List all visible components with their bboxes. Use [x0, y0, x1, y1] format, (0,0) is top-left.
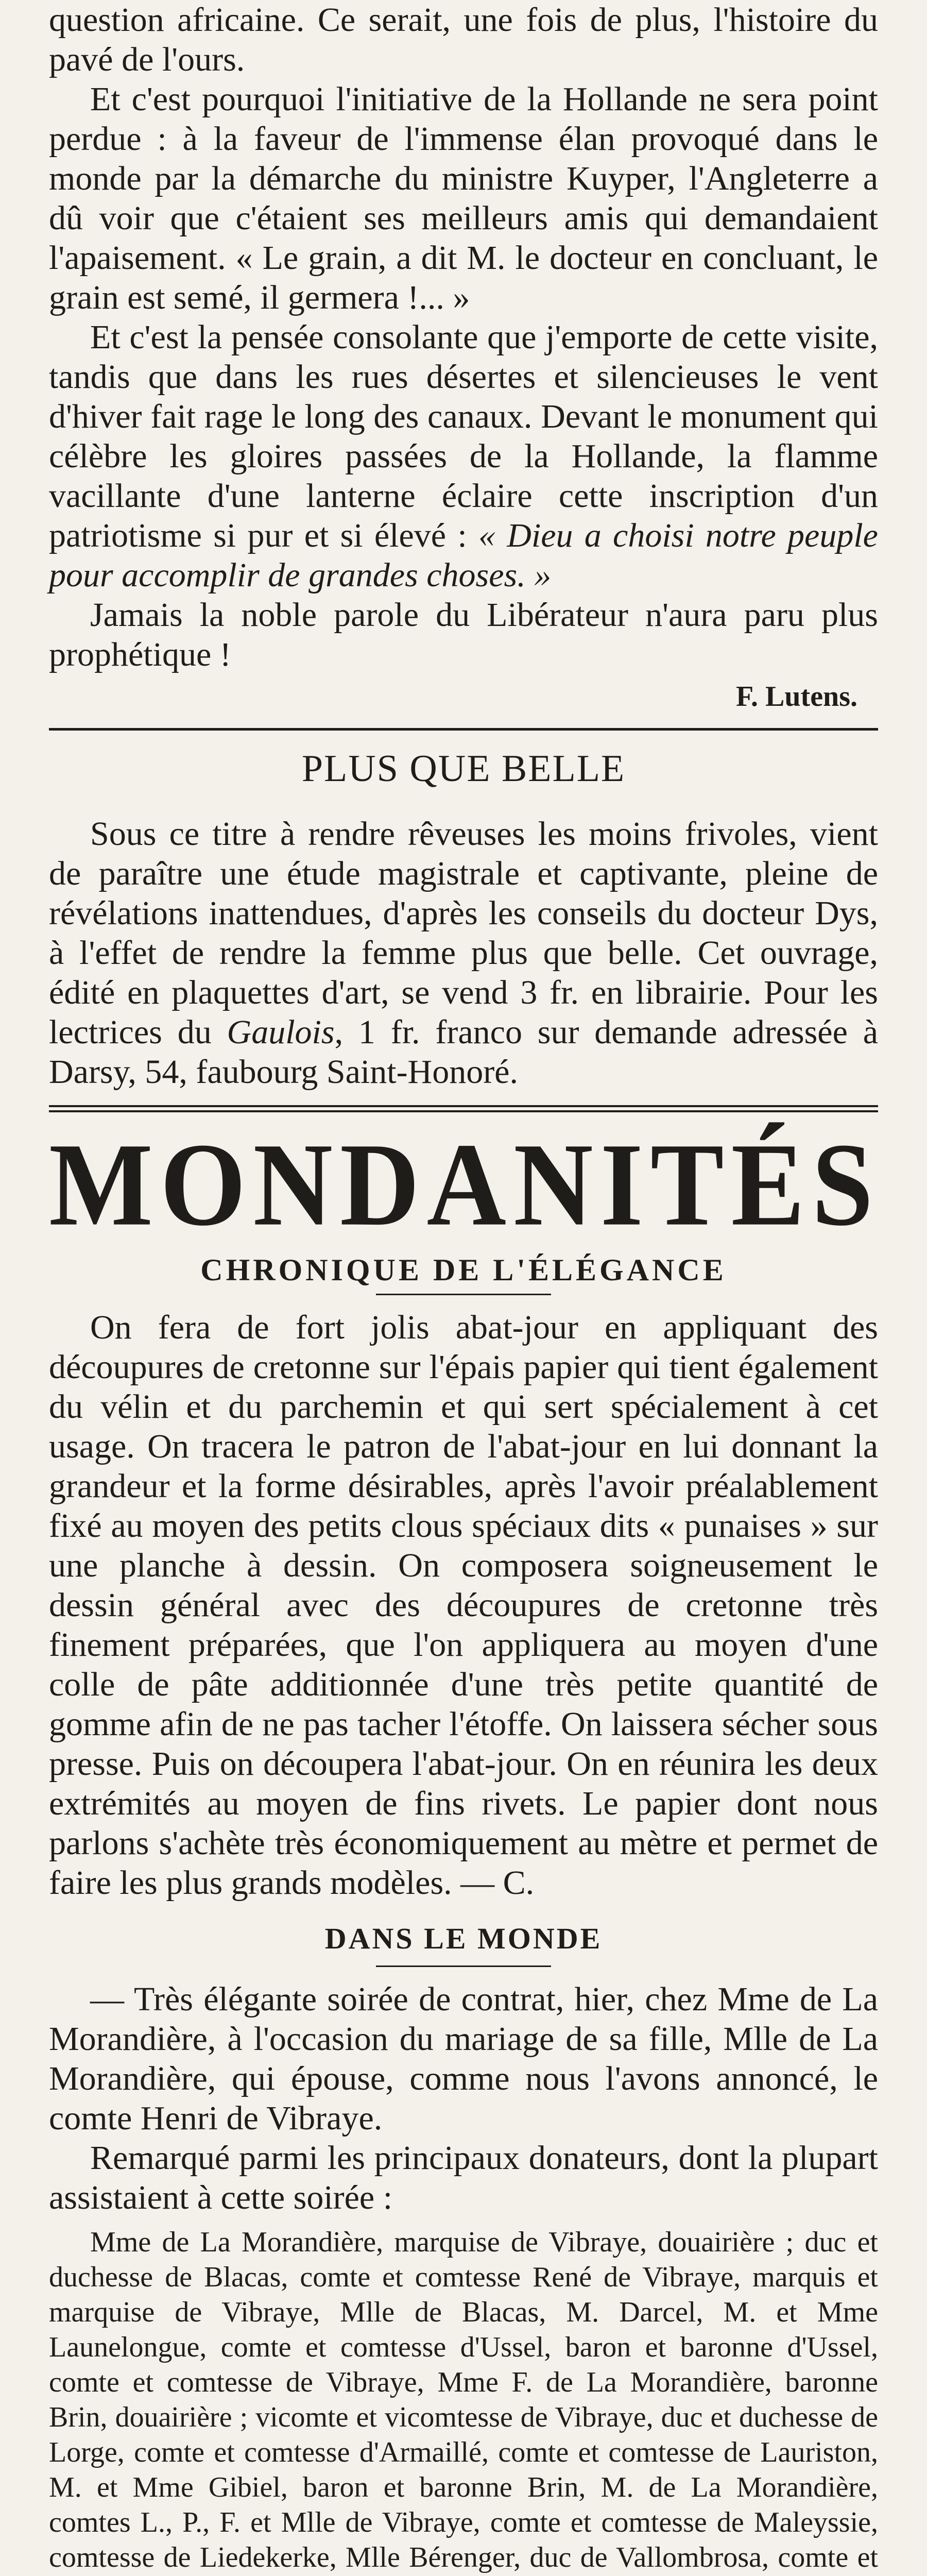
- title-underline: [376, 1965, 551, 1967]
- chronique-title: CHRONIQUE DE L'ÉLÉGANCE: [200, 1253, 727, 1287]
- donor-list: Mme de La Morandière, marquise de Vibraye, douairière ; duc et duchesse de Blacas, comte et comtesse René de Vibraye, marquis et marquise de Vibraye, Mlle de Blacas, M. Darcel, M. et Mme Launelongue, comte et comtesse d'Ussel, baron et baronne d'Ussel, comte et comtesse de Vibraye, Mme F. de La Morandière, baronne Brin, douairière ; vicomte et vicomtesse de Vibraye, duc et duchesse de Lorge, comte et comtesse d'Armaillé, comte et comtesse de Lauriston, M. et Mme Gibiel, baron et baronne Brin, M. de La Morandière, comtes L., P., F. et Mlle de Vibraye, comte et comtesse de Maleyssie, comtesse de Liedekerke, Mlle Bérenger, duc de Vallombrosa, comte et: [49, 2226, 878, 2573]
- section-title: PLUS QUE BELLE: [301, 748, 626, 790]
- article-paragraph: Jamais la noble parole du Libérateur n'aura paru plus prophétique !: [49, 596, 878, 673]
- article-paragraph: [49, 317, 878, 595]
- mondanites-section: [49, 1118, 881, 2576]
- signature: F. Lutens.: [735, 681, 857, 713]
- article-text: Et c'est la pensée consolante que j'emporte de cette visite, tandis que dans les rues désertes et silencieuses le vent d'hiver fait rage le long des canaux. Devant le monument qui célèbre les gloires passées de la Hollande, la flamme vacillante d'une lanterne éclaire cette inscription d'un patriotisme si pur et si élevé :: [49, 318, 878, 554]
- society-paragraph: — Très élégante soirée de contrat, hier, chez Mme de La Morandière, à l'occasion du mariage de sa fille, Mlle de La Morandière, qui épouse, comme nous l'avons annoncé, le comte Henri de Vibraye.: [49, 1980, 878, 2137]
- article-paragraph: question africaine. Ce serait, une fois de plus, l'histoire du pavé de l'ours.: [49, 1, 878, 78]
- title-underline: [376, 1294, 551, 1295]
- divider: [49, 728, 878, 731]
- notice-paragraph: [49, 814, 878, 1092]
- article-paragraph: Et c'est pourquoi l'initiative de la Hollande ne sera point perdue : à la faveur de l'immense élan provoqué dans le monde par la démarche du ministre Kuyper, l'Angleterre a dû voir que c'étaient ses meilleurs amis qui demandaient l'apaisement. « Le grain, a dit M. le docteur en concluant, le grain est semé, il germera !... »: [49, 80, 878, 316]
- notice-text: Sous ce titre à rendre rêveuses les moins frivoles, vient de paraître une étude magistrale et captivante, pleine de révélations inattendues, d'après les conseils du docteur Dys, à l'effet de rendre la femme plus que belle. Cet ouvrage, édité en plaquettes d'art, se vend 3 fr. en librairie. Pour les lectrices du: [49, 815, 878, 1051]
- dans-le-monde-title: DANS LE MONDE: [324, 1922, 603, 1955]
- article-top: [49, 0, 878, 715]
- double-divider: [49, 1105, 878, 1112]
- section-masthead: MONDANITÉS: [49, 1118, 881, 1251]
- newspaper-name: Gaulois: [227, 1013, 335, 1051]
- chronique-paragraph: On fera de fort jolis abat-jour en appliquant des découpures de cretonne sur l'épais papier qui tient également du vélin et du parchemin et qui sert spécialement à cet usage. On tracera le patron de l'abat-jour en lui donnant la grandeur et la forme désirables, après l'avoir préalablement fixé au moyen des petits clous spéciaux dits « punaises » sur une planche à dessin. On composera soigneusement le dessin général avec des découpures de cretonne très finement préparées, que l'on appliquera au moyen d'une colle de pâte additionnée d'une très petite quantité de gomme afin de ne pas tacher l'étoffe. On laissera sécher sous presse. Puis on découpera l'abat-jour. On en réunira les deux extrémités au moyen de fins rivets. Le papier dont nous parlons s'achète très économiquement au mètre et permet de faire les plus grands modèles. — C.: [49, 1309, 878, 1902]
- plus-que-belle-notice: [49, 744, 878, 1092]
- spacer: [49, 2217, 878, 2225]
- notice-text: , 1 fr. franco sur demande adressée à Darsy, 54, faubourg Saint-Honoré.: [49, 1013, 878, 1091]
- society-paragraph: Remarqué parmi les principaux donateurs, dont la plupart assistaient à cette soirée :: [49, 2139, 878, 2216]
- inscription-quote: « Dieu a choisi notre peuple pour accomplir de grandes choses. »: [49, 517, 878, 594]
